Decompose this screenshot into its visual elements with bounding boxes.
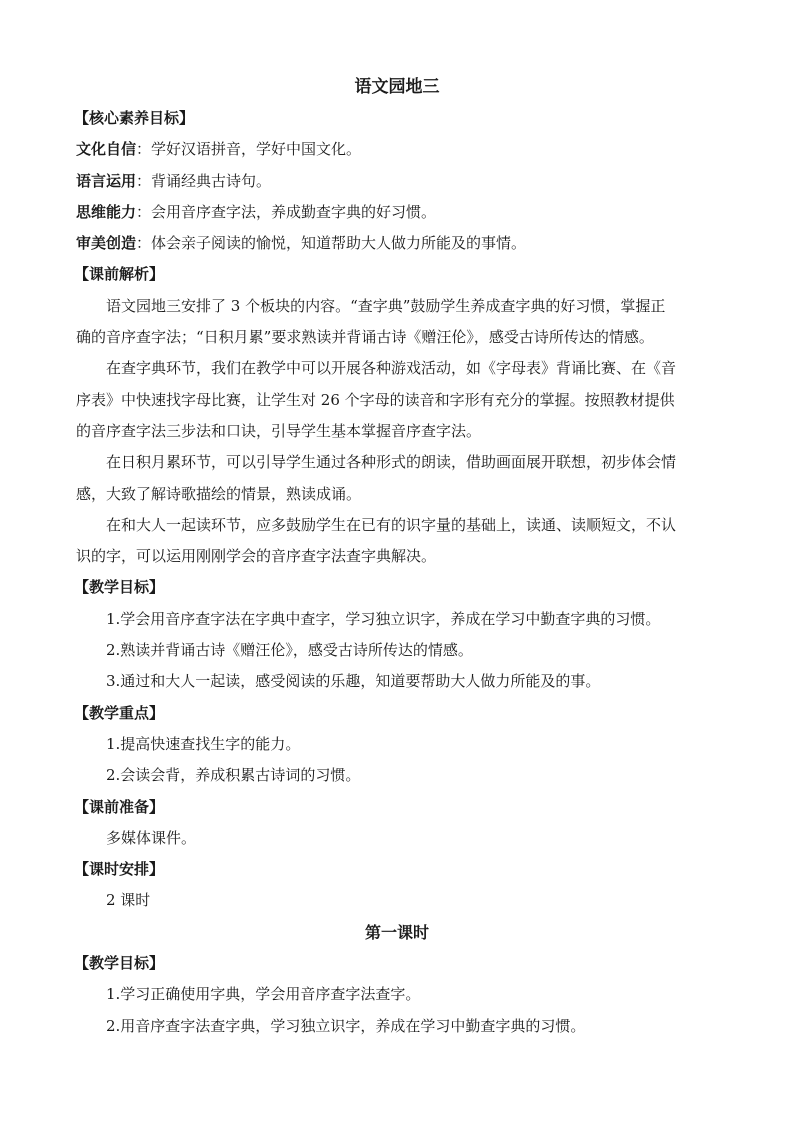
analysis-line: 在日积月累环节，可以引导学生通过各种形式的朗读，借助画面展开联想，初步体会情 (106, 453, 677, 472)
lesson-goal-item: 1.学习正确使用字典，学会用音序查字法查字。 (106, 985, 421, 1004)
teaching-goal-item: 3.通过和大人一起读，感受阅读的乐趣，知道要帮助大人做力所能及的事。 (106, 672, 601, 691)
schedule-text: 2 课时 (106, 891, 151, 910)
key-point-item: 2.会读会背，养成积累古诗词的习惯。 (106, 766, 361, 785)
teaching-goal-item: 1.学会用音序查字法在字典中查字，学习独立识字，养成在学习中勤查字典的习惯。 (106, 609, 661, 628)
preparation-text: 多媒体课件。 (106, 828, 197, 847)
core-goal-item (76, 197, 718, 228)
core-goal-item (76, 228, 718, 259)
analysis-line: 语文园地三安排了 3 个板块的内容。“查字典”鼓励学生养成查字典的好习惯，掌握正 (106, 296, 666, 315)
section-heading-lesson-goals: 【教学目标】 (74, 954, 165, 973)
page-title: 语文园地三 (354, 77, 440, 97)
analysis-line: 确的音序查字法；“日积月累”要求熟读并背诵古诗《赠汪伦》，感受古诗所传达的情感。 (76, 328, 654, 347)
analysis-line: 的音序查字法三步法和口诀，引导学生基本掌握音序查字法。 (76, 421, 482, 440)
core-goal-text: ：体会亲子阅读的愉悦，知道帮助大人做力所能及的事情。 (136, 234, 527, 253)
analysis-line: 序表》中快速找字母比赛，让学生对 26 个字母的读音和字形有充分的掌握。按照教材提供 (76, 390, 675, 409)
core-goal-label: 审美创造 (76, 234, 137, 253)
section-heading-core-goals: 【核心素养目标】 (74, 109, 195, 127)
section-heading-teaching-goals: 【教学目标】 (74, 578, 165, 597)
analysis-line: 在查字典环节，我们在教学中可以开展各种游戏活动，如《字母表》背诵比赛、在《音 (106, 359, 677, 378)
document-content (76, 72, 718, 1042)
key-point-item: 1.提高快速查找生字的能力。 (106, 734, 301, 753)
section-heading-key-points: 【教学重点】 (74, 703, 165, 722)
section-heading-preparation: 【课前准备】 (74, 797, 165, 816)
core-goal-label: 语言运用 (76, 171, 137, 190)
section-heading-analysis: 【课前解析】 (74, 265, 165, 284)
lesson-title: 第一课时 (364, 922, 429, 942)
lesson-goal-item: 2.用音序查字法查字典，学习独立识字，养成在学习中勤查字典的习惯。 (106, 1016, 586, 1035)
core-goal-item (76, 166, 718, 197)
core-goal-text: ：学好汉语拼音，学好中国文化。 (136, 140, 362, 159)
core-goal-label: 思维能力 (76, 202, 137, 221)
section-heading-schedule: 【课时安排】 (74, 860, 165, 879)
core-goal-text: ：背诵经典古诗句。 (136, 171, 272, 190)
analysis-line: 在和大人一起读环节，应多鼓励学生在已有的识字量的基础上，读通、读顺短文，不认 (106, 515, 677, 534)
analysis-line: 识的字，可以运用刚刚学会的音序查字法查字典解决。 (76, 547, 437, 566)
analysis-line: 感，大致了解诗歌描绘的情景，熟读成诵。 (76, 484, 362, 503)
teaching-goal-item: 2.熟读并背诵古诗《赠汪伦》，感受古诗所传达的情感。 (106, 641, 473, 660)
core-goal-label: 文化自信 (76, 140, 137, 159)
core-goal-item (76, 134, 718, 165)
core-goal-text: ：会用音序查字法，养成勤查字典的好习惯。 (136, 202, 437, 221)
